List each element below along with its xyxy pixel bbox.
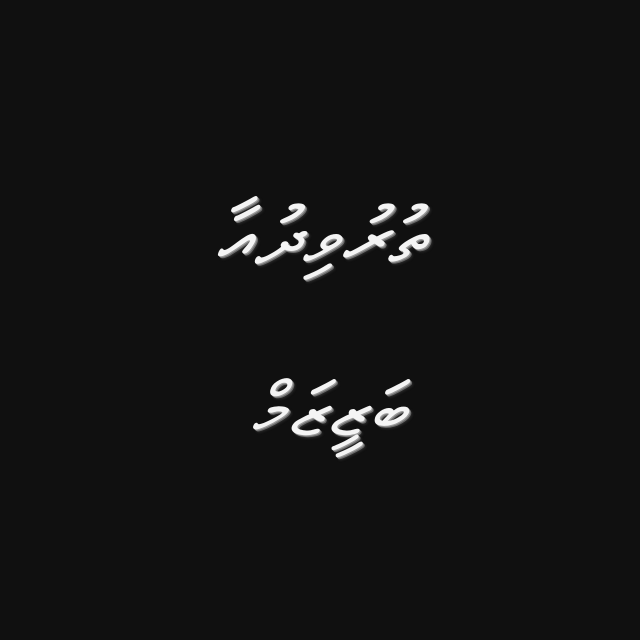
thaana-text-line-2: ބަޒީޒަމް [251,367,409,453]
thaana-text-line-1: ތުރުވިދުއާ [215,192,425,282]
